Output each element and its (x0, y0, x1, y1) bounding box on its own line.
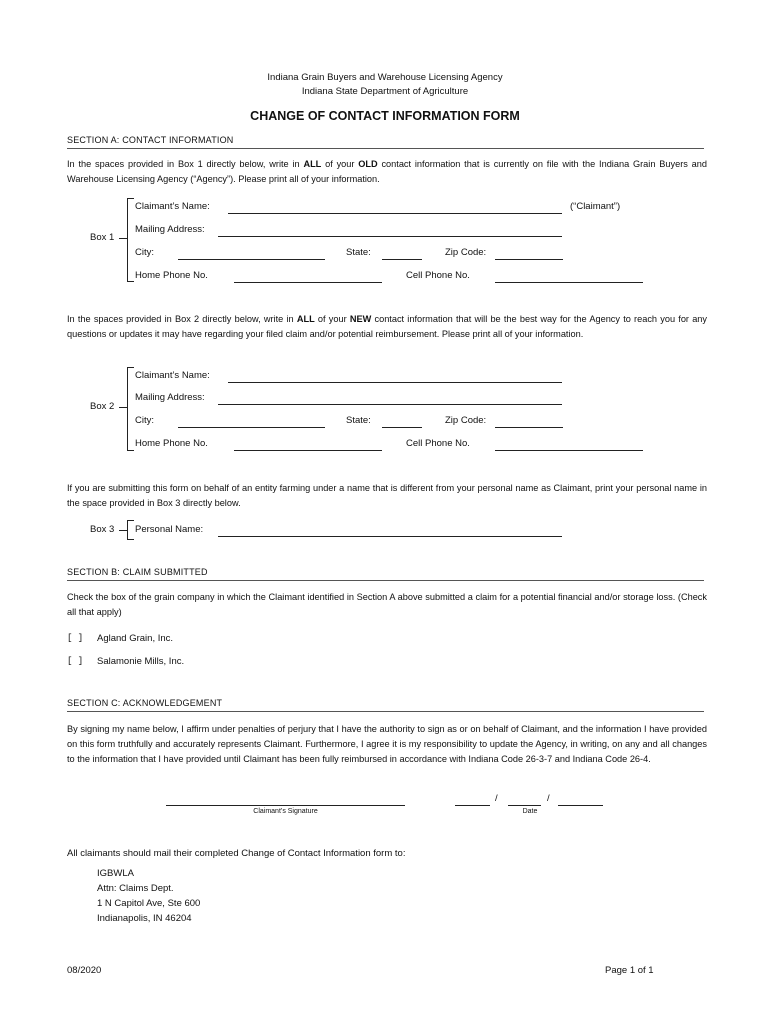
box3-personal-name-field[interactable] (218, 536, 562, 537)
box2-state-field[interactable] (382, 427, 422, 428)
agland-option-label: Agland Grain, Inc. (97, 633, 174, 644)
box1-home-phone-label: Home Phone No. (135, 270, 208, 281)
mail-line-4: Indianapolis, IN 46204 (97, 913, 192, 924)
revision-date: 08/2020 (67, 965, 102, 976)
box3-instructions: If you are submitting this form on behalf of an entity farming under a name that is different from your personal name as Claimant, print your personal name in the space provided in Box 3 directly below. (67, 483, 707, 508)
box1-claimant-name-field[interactable] (228, 213, 562, 214)
section-a-divider (67, 148, 704, 149)
salamonie-checkbox[interactable]: [ ] (67, 656, 84, 666)
section-c-divider (67, 711, 704, 712)
box2-home-phone-label: Home Phone No. (135, 438, 208, 449)
box1-bracket (127, 198, 134, 282)
box2-city-field[interactable] (178, 427, 325, 428)
date-year-field[interactable] (558, 805, 603, 806)
box1-label: Box 1 (90, 232, 115, 243)
box2-city-label: City: (135, 415, 154, 426)
box1-state-field[interactable] (382, 259, 422, 260)
box1-city-label: City: (135, 247, 154, 258)
section-b-heading: SECTION B: CLAIM SUBMITTED (67, 567, 208, 577)
box1-home-phone-field[interactable] (234, 282, 382, 283)
box1-connector (119, 238, 127, 239)
mail-line-2: Attn: Claims Dept. (97, 883, 174, 894)
salamonie-option-label: Salamonie Mills, Inc. (97, 656, 185, 667)
box2-label: Box 2 (90, 401, 115, 412)
page-number: Page 1 of 1 (605, 965, 654, 976)
box2-zip-label: Zip Code: (445, 415, 487, 426)
box3-bracket (127, 520, 134, 540)
box2-connector (119, 407, 127, 408)
box2-instructions: In the spaces provided in Box 2 directly below, write in ALL of your NEW contact information that will be the best way for the Agency to reach you for any questions or updates it may have regarding your filed claim and/or potential reimbursement. Please print all of your information. (67, 314, 708, 339)
box2-mailing-address-label: Mailing Address: (135, 392, 205, 403)
box1-instructions: In the spaces provided in Box 1 directly below, write in ALL of your OLD contact information that is currently on file with the Indiana Grain Buyers and Warehouse Licensing Agency (“Agency”). Please print all of your information. (67, 159, 707, 184)
box2-claimant-name-field[interactable] (228, 382, 562, 383)
box1-state-label: State: (346, 247, 371, 258)
date-month-field[interactable] (455, 805, 490, 806)
form-title: CHANGE OF CONTACT INFORMATION FORM (250, 109, 520, 123)
date-separator-1: / (495, 793, 498, 804)
box2-cell-phone-label: Cell Phone No. (406, 438, 470, 449)
section-b-instructions: Check the box of the grain company in which the Claimant identified in Section A above submitted a claim for a potential financial and/or storage loss. (Check all that apply) (67, 592, 707, 617)
box1-cell-phone-field[interactable] (495, 282, 643, 283)
section-b-divider (67, 580, 704, 581)
agency-name: Indiana Grain Buyers and Warehouse Licensing Agency (267, 72, 503, 83)
box1-claimant-suffix: (“Claimant”) (570, 201, 621, 212)
mail-line-1: IGBWLA (97, 868, 134, 879)
date-label: Date (522, 808, 538, 815)
acknowledgement-text: By signing my name below, I affirm under penalties of perjury that I have the authority to sign as or on behalf of Claimant, and the information I have provided on this form truthfully and accurately represents Claimant. Furthermore, I agree it is my responsibility to update the Agency, in writing, on any and all changes to the information that I have provided until Claimant has been fully reimbursed in accordance with Indiana Code 26-3-7 and Indiana Code 26-4. (67, 724, 707, 764)
box2-cell-phone-field[interactable] (495, 450, 643, 451)
agland-checkbox[interactable]: [ ] (67, 633, 84, 643)
box3-connector (119, 530, 127, 531)
box3-label: Box 3 (90, 524, 115, 535)
box1-cell-phone-label: Cell Phone No. (406, 270, 470, 281)
signature-label: Claimant’s Signature (253, 808, 318, 815)
box2-claimant-name-label: Claimant’s Name: (135, 370, 210, 381)
department-name: Indiana State Department of Agriculture (301, 86, 469, 97)
date-separator-2: / (547, 793, 550, 804)
box2-state-label: State: (346, 415, 371, 426)
section-a-heading: SECTION A: CONTACT INFORMATION (67, 135, 234, 145)
box1-zip-label: Zip Code: (445, 247, 487, 258)
date-day-field[interactable] (508, 805, 541, 806)
box1-zip-field[interactable] (495, 259, 563, 260)
box2-mailing-address-field[interactable] (218, 404, 562, 405)
mail-line-3: 1 N Capitol Ave, Ste 600 (97, 898, 201, 909)
box3-personal-name-label: Personal Name: (135, 524, 204, 535)
box2-home-phone-field[interactable] (234, 450, 382, 451)
box1-mailing-address-label: Mailing Address: (135, 224, 205, 235)
box2-bracket (127, 367, 134, 451)
box2-zip-field[interactable] (495, 427, 563, 428)
box1-city-field[interactable] (178, 259, 325, 260)
mail-instructions: All claimants should mail their completed Change of Contact Information form to: (67, 848, 406, 859)
box1-claimant-name-label: Claimant’s Name: (135, 201, 210, 212)
section-c-heading: SECTION C: ACKNOWLEDGEMENT (67, 698, 223, 708)
box1-mailing-address-field[interactable] (218, 236, 562, 237)
signature-field[interactable] (166, 805, 405, 806)
